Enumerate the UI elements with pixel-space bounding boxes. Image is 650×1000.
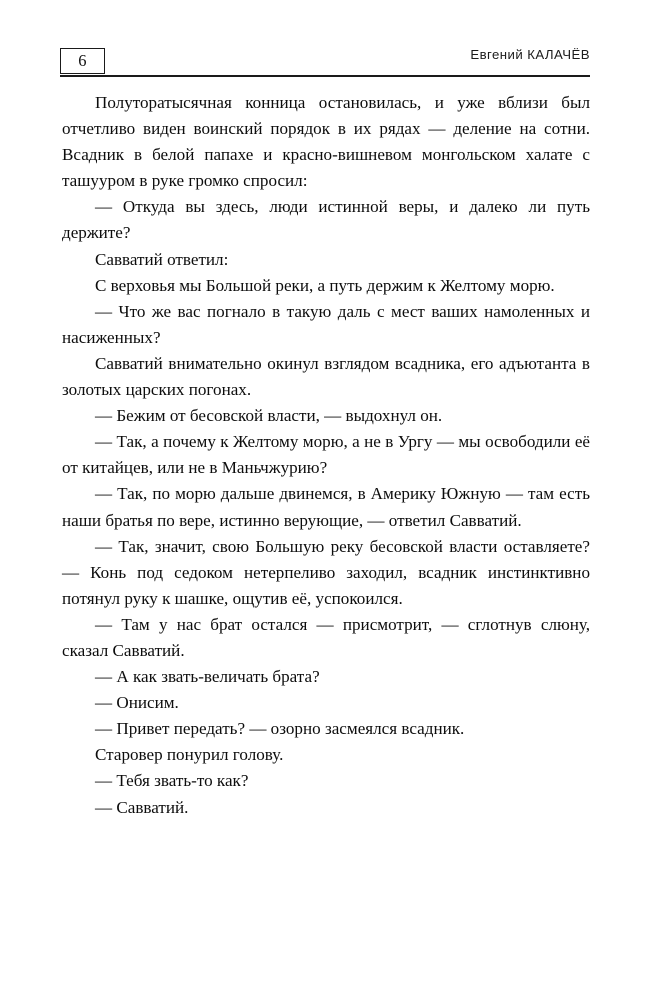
body-paragraph: — Так, а почему к Желтому морю, а не в Ургу — мы освободили её от китайцев, или не в Маньчжурию? — [62, 432, 595, 478]
body-paragraph: — Савватий. — [95, 797, 189, 817]
body-paragraph: Савватий ответил: — [95, 249, 229, 269]
page-number-box — [60, 48, 105, 74]
header-divider-rule — [60, 75, 590, 77]
running-header — [60, 46, 590, 78]
author-name: Евгений КАЛАЧЁВ — [470, 47, 590, 62]
body-paragraph: — Так, по морю дальше двинемся, в Америку Южную — там есть наши братья по вере, истинно верующие, — ответил Савватий. — [62, 484, 595, 530]
body-paragraph: Полуторатысячная конница остановилась, и уже вблизи был отчетливо виден воинский порядок в их рядах — деление на сотни. Всадник в белой папахе и красно-вишневом монгольском халате с ташууром в руке громко спросил: — [62, 93, 595, 191]
body-paragraph: — Там у нас брат остался — присмотрит, — сглотнув слюну, сказал Савватий. — [62, 614, 595, 660]
body-paragraph: С верховья мы Большой реки, а путь держим к Желтому морю. — [95, 275, 555, 295]
body-paragraph: Савватий внимательно окинул взглядом всадника, его адъютанта в золотых царских погонах. — [62, 353, 595, 400]
page-number: 6 — [78, 50, 87, 70]
body-paragraph: — Тебя звать-то как? — [95, 771, 249, 791]
body-text-column — [62, 90, 595, 821]
body-paragraph: — Что же вас погнало в такую даль с мест ваших намоленных и насиженных? — [62, 301, 595, 347]
body-paragraph: — Бежим от бесовской власти, — выдохнул он. — [95, 406, 443, 426]
body-paragraph: — А как звать-величать брата? — [95, 667, 320, 687]
body-paragraph: — Онисим. — [95, 693, 179, 713]
body-paragraph: — Откуда вы здесь, люди истинной веры, и далеко ли путь держите? — [62, 197, 595, 243]
body-paragraph: — Привет передать? — озорно засмеялся всадник. — [95, 719, 465, 739]
body-paragraph: Старовер понурил голову. — [95, 745, 284, 765]
body-paragraph: — Так, значит, свою Большую реку бесовской власти оставляете? — Конь под седоком нетерпеливо заходил, всадник инстинктивно потянул руку к шашке, ощутив её, успокоился. — [62, 536, 595, 608]
